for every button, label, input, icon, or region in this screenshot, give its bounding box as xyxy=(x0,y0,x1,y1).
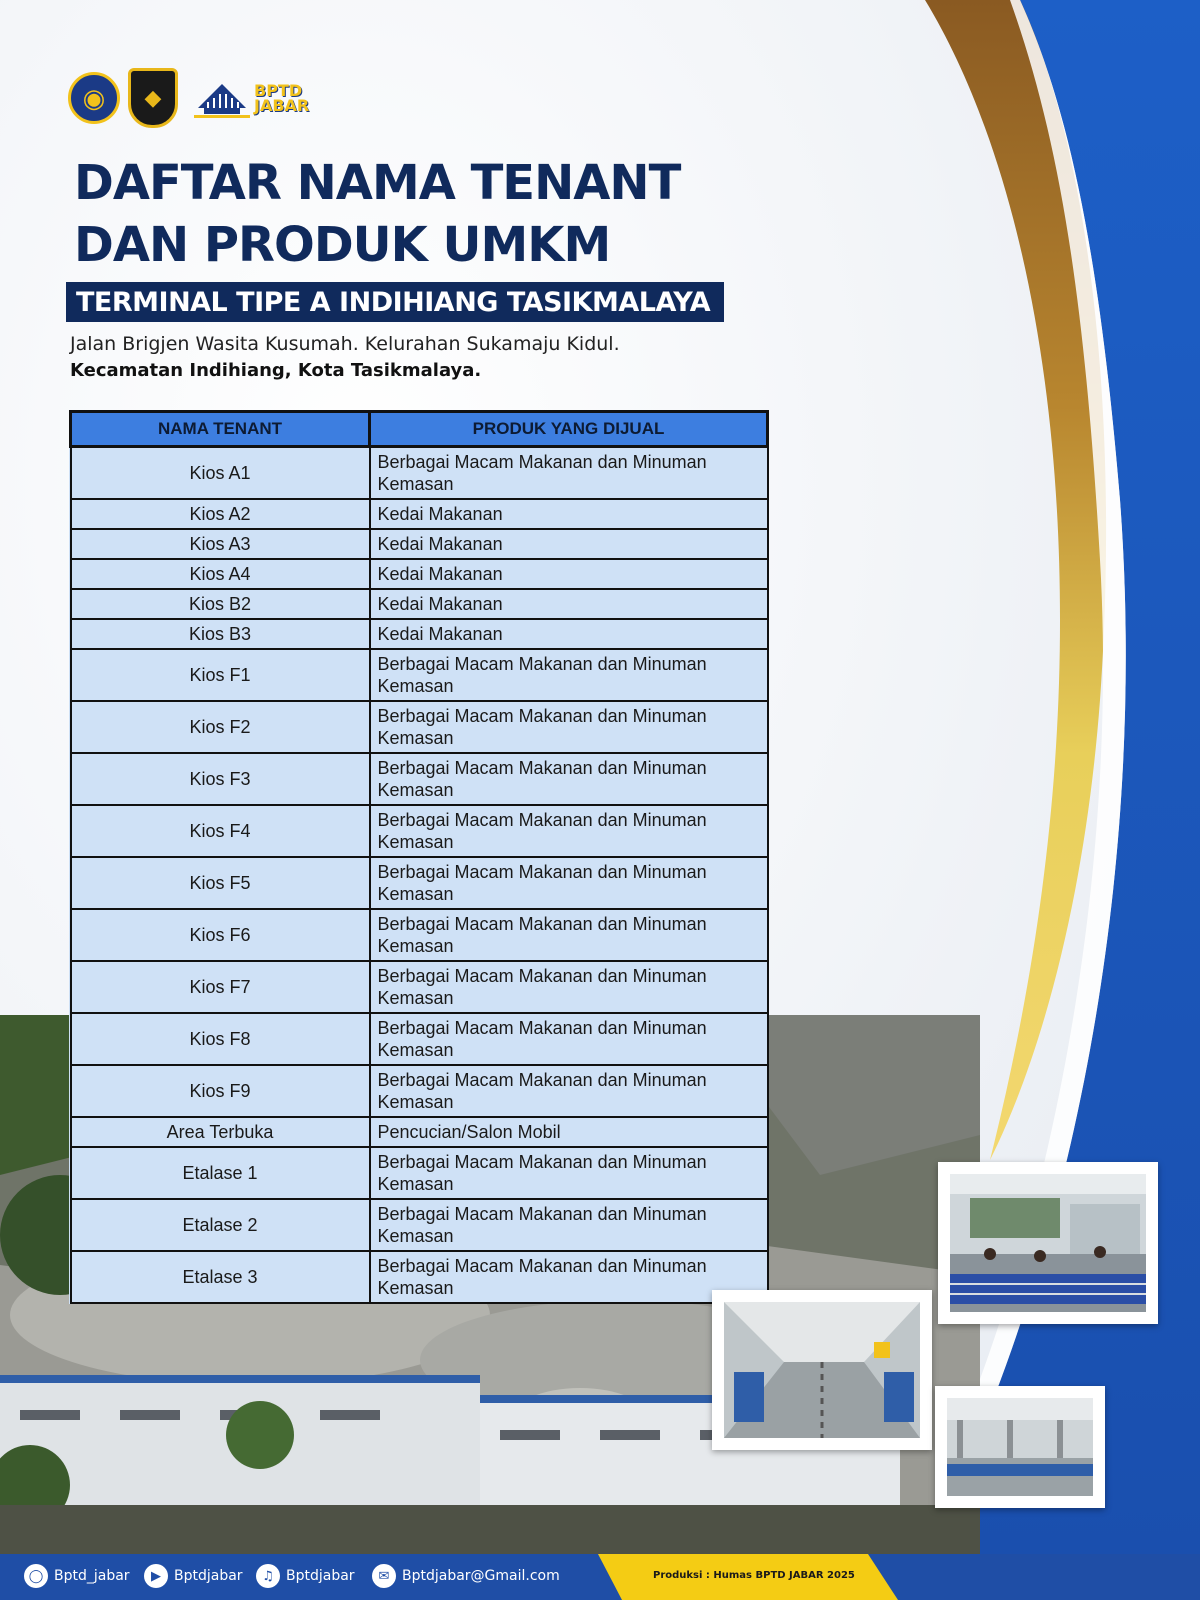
tiktok-icon: ♫ xyxy=(256,1564,280,1588)
table-row xyxy=(71,1065,768,1117)
table-row xyxy=(71,1013,768,1065)
product-cell: Berbagai Macam Makanan dan Minuman Kemasan xyxy=(370,909,768,961)
bptd-logo-text: BPTD xyxy=(254,81,303,100)
table-row xyxy=(71,589,768,619)
table-row xyxy=(71,1117,768,1147)
tenant-name-cell: Kios F6 xyxy=(71,909,370,961)
address-line-2: Kecamatan Indihiang, Kota Tasikmalaya. xyxy=(70,360,482,381)
tenant-name-cell: Etalase 3 xyxy=(71,1251,370,1303)
product-cell: Berbagai Macam Makanan dan Minuman Kemasan xyxy=(370,649,768,701)
column-header-product: PRODUK YANG DIJUAL xyxy=(370,412,768,447)
tenant-name-cell: Kios F1 xyxy=(71,649,370,701)
product-cell: Kedai Makanan xyxy=(370,589,768,619)
table-row xyxy=(71,909,768,961)
table-row xyxy=(71,753,768,805)
social-tiktok-label: Bptdjabar xyxy=(286,1568,355,1584)
table-row xyxy=(71,499,768,529)
terminal-waiting-hall-photo xyxy=(712,1290,932,1450)
tenant-name-cell: Kios A2 xyxy=(71,499,370,529)
tenant-name-cell: Kios A4 xyxy=(71,559,370,589)
tenant-name-cell: Kios F4 xyxy=(71,805,370,857)
product-cell: Berbagai Macam Makanan dan Minuman Kemasan xyxy=(370,1065,768,1117)
table-row xyxy=(71,857,768,909)
product-cell: Berbagai Macam Makanan dan Minuman Kemasan xyxy=(370,857,768,909)
terminal-waiting-hall-photo-image xyxy=(724,1302,920,1438)
product-cell: Berbagai Macam Makanan dan Minuman Kemasan xyxy=(370,701,768,753)
product-cell: Berbagai Macam Makanan dan Minuman Kemasan xyxy=(370,1251,768,1303)
product-cell: Berbagai Macam Makanan dan Minuman Kemasan xyxy=(370,447,768,499)
terminal-building-icon xyxy=(194,78,250,118)
product-cell: Kedai Makanan xyxy=(370,499,768,529)
social-tiktok[interactable] xyxy=(256,1564,355,1588)
tenant-name-cell: Kios F7 xyxy=(71,961,370,1013)
tenant-name-cell: Kios B3 xyxy=(71,619,370,649)
product-cell: Pencucian/Salon Mobil xyxy=(370,1117,768,1147)
table-row xyxy=(71,805,768,857)
product-cell: Berbagai Macam Makanan dan Minuman Kemasan xyxy=(370,1147,768,1199)
tenant-name-cell: Etalase 2 xyxy=(71,1199,370,1251)
tenant-name-cell: Kios F5 xyxy=(71,857,370,909)
table-row xyxy=(71,649,768,701)
table-header-row xyxy=(71,412,768,447)
table-row xyxy=(71,447,768,499)
tenant-name-cell: Area Terbuka xyxy=(71,1117,370,1147)
tenant-name-cell: Kios A1 xyxy=(71,447,370,499)
address-line-1: Jalan Brigjen Wasita Kusumah. Kelurahan Sukamaju Kidul. xyxy=(70,333,620,355)
shield-icon: ◆ xyxy=(128,68,178,128)
table-row xyxy=(71,701,768,753)
social-email-label: Bptdjabar@Gmail.com xyxy=(402,1568,560,1584)
social-instagram-label: Bptd_jabar xyxy=(54,1568,130,1584)
logo-group xyxy=(68,66,309,130)
product-cell: Berbagai Macam Makanan dan Minuman Kemasan xyxy=(370,805,768,857)
product-cell: Kedai Makanan xyxy=(370,529,768,559)
globe-icon: ◉ xyxy=(68,72,120,124)
social-instagram[interactable] xyxy=(24,1564,130,1588)
table-row xyxy=(71,619,768,649)
tenant-name-cell: Kios B2 xyxy=(71,589,370,619)
tenant-name-cell: Kios F3 xyxy=(71,753,370,805)
terminal-shop-photo-image xyxy=(950,1174,1146,1312)
tenant-name-cell: Etalase 1 xyxy=(71,1147,370,1199)
social-youtube[interactable] xyxy=(144,1564,243,1588)
product-cell: Berbagai Macam Makanan dan Minuman Kemasan xyxy=(370,753,768,805)
tenant-table-body xyxy=(71,447,768,1303)
subtitle-banner xyxy=(66,282,724,322)
tenant-name-cell: Kios F8 xyxy=(71,1013,370,1065)
table-row xyxy=(71,559,768,589)
tenant-table xyxy=(69,410,769,1304)
product-cell: Berbagai Macam Makanan dan Minuman Kemasan xyxy=(370,1199,768,1251)
product-cell: Berbagai Macam Makanan dan Minuman Kemasan xyxy=(370,961,768,1013)
product-cell: Kedai Makanan xyxy=(370,619,768,649)
table-row xyxy=(71,961,768,1013)
youtube-icon: ▶ xyxy=(144,1564,168,1588)
table-row xyxy=(71,1147,768,1199)
terminal-platform-photo xyxy=(935,1386,1105,1508)
tenant-name-cell: Kios F2 xyxy=(71,701,370,753)
tenant-name-cell: Kios F9 xyxy=(71,1065,370,1117)
product-cell: Kedai Makanan xyxy=(370,559,768,589)
page-subtitle: TERMINAL TIPE A INDIHIANG TASIKMALAYA xyxy=(76,286,711,318)
column-header-tenant: NAMA TENANT xyxy=(71,412,370,447)
page-title: DAFTAR NAMA TENANT DAN PRODUK UMKM xyxy=(74,155,681,273)
social-youtube-label: Bptdjabar xyxy=(174,1568,243,1584)
table-row xyxy=(71,529,768,559)
bptd-jabar-logo xyxy=(194,78,309,118)
social-email[interactable] xyxy=(372,1564,560,1588)
jabar-logo-text: JABAR xyxy=(254,96,310,115)
product-cell: Berbagai Macam Makanan dan Minuman Kemasan xyxy=(370,1013,768,1065)
production-credit: Produksi : Humas BPTD JABAR 2025 xyxy=(653,1570,855,1581)
table-row xyxy=(71,1199,768,1251)
terminal-platform-photo-image xyxy=(947,1398,1093,1496)
instagram-icon: ◯ xyxy=(24,1564,48,1588)
terminal-shop-photo xyxy=(938,1162,1158,1324)
table-row xyxy=(71,1251,768,1303)
email-icon: ✉ xyxy=(372,1564,396,1588)
tenant-name-cell: Kios A3 xyxy=(71,529,370,559)
